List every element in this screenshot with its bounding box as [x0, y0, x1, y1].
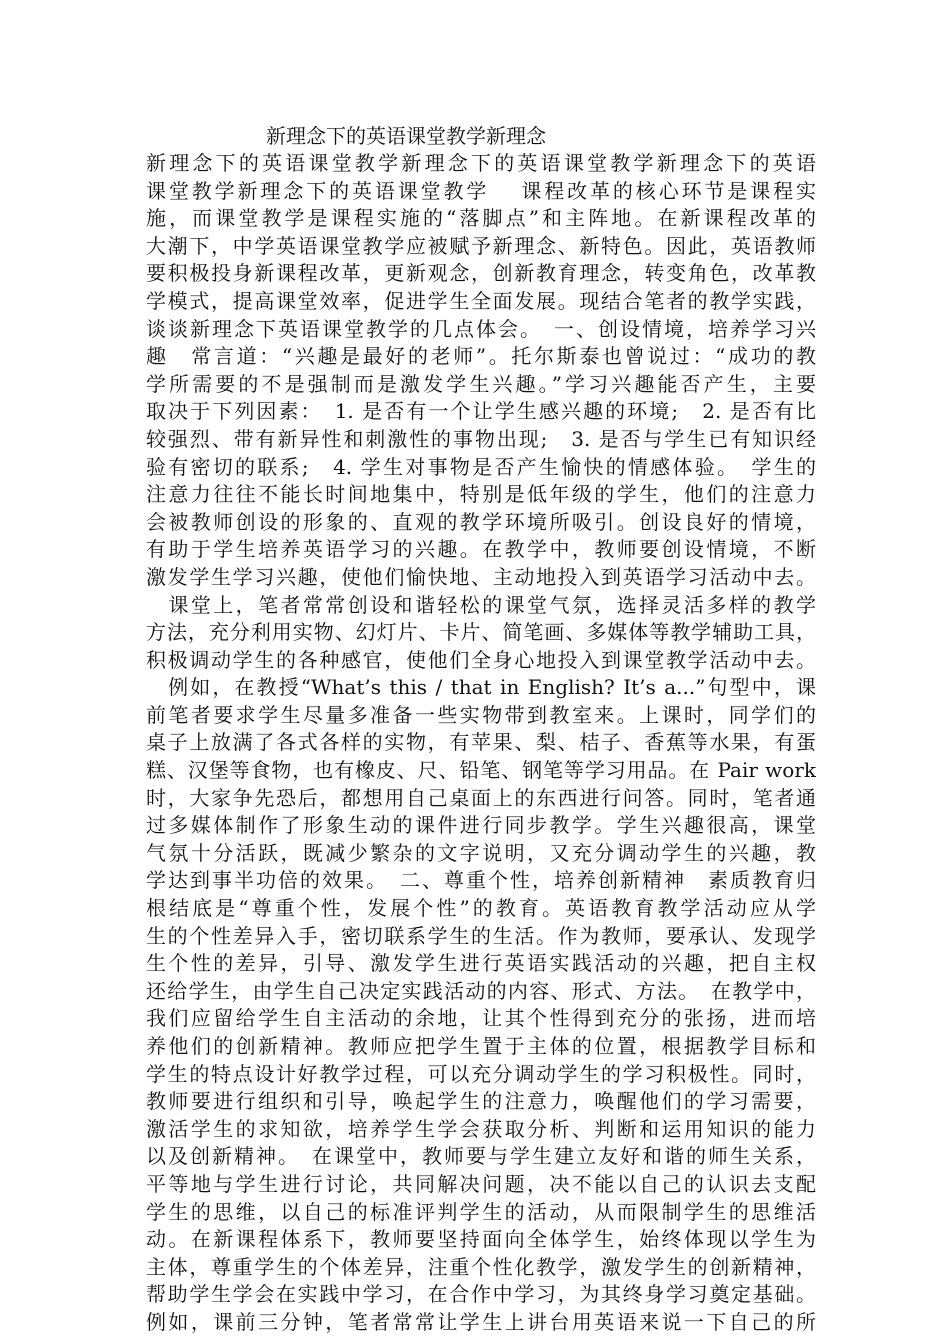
- paragraph-line: 帮助学生学会在实践中学习，在合作中学习，为其终身学习奠定基础。: [146, 1282, 816, 1307]
- paragraph-line: 糕、汉堡等食物，也有橡皮、尺、铅笔、钢笔等学习用品。在 Pair work: [146, 758, 816, 783]
- paragraph-line: 以及创新精神。 在课堂中，教师要与学生建立友好和谐的师生关系，: [146, 1144, 816, 1169]
- paragraph-line: 注意力往往不能长时间地集中，特别是低年级的学生，他们的注意力: [146, 482, 816, 507]
- paragraph-line: 动。在新课程体系下，教师要坚持面向全体学生，始终体现以学生为: [146, 1227, 816, 1252]
- document-body: [146, 150, 816, 1337]
- paragraph-line: 课堂教学新理念下的英语课堂教学 课程改革的核心环节是课程实: [146, 178, 816, 203]
- paragraph-line: 要积极投身新课程改革，更新观念，创新教育理念，转变角色，改革教: [146, 261, 816, 286]
- paragraph-line: 趣 常言道：“兴趣是最好的老师”。托尔斯泰也曾说过：“成功的教: [146, 344, 816, 369]
- paragraph-line: 例如，在教授“What’s this / that in English? It’s a...”句型中，课: [146, 675, 816, 700]
- paragraph-line: 施，而课堂教学是课程实施的“落脚点”和主阵地。在新课程改革的: [146, 206, 816, 231]
- paragraph-line: 激发学生学习兴趣，使他们愉快地、主动地投入到英语学习活动中去。: [146, 564, 816, 589]
- paragraph-line: 学所需要的不是强制而是激发学生兴趣。”学习兴趣能否产生，主要: [146, 371, 816, 396]
- paragraph-line: 大潮下，中学英语课堂教学应被赋予新理念、新特色。因此，英语教师: [146, 233, 816, 258]
- paragraph-line: 积极调动学生的各种感官，使他们全身心地投入到课堂教学活动中去。: [146, 647, 816, 672]
- paragraph-line: 课堂上，笔者常常创设和谐轻松的课堂气氛，选择灵活多样的教学: [146, 592, 816, 617]
- paragraph-line: 较强烈、带有新异性和刺激性的事物出现; 3. 是否与学生已有知识经: [146, 426, 816, 451]
- paragraph-line: 例如，课前三分钟，笔者常常让学生上讲台用英语来说一下自己的所: [146, 1309, 816, 1334]
- paragraph-line: 取决于下列因素： 1. 是否有一个让学生感兴趣的环境; 2. 是否有比: [146, 399, 816, 424]
- paragraph-line: 根结底是“尊重个性，发展个性”的教育。英语教育教学活动应从学: [146, 896, 816, 921]
- paragraph-line: 学模式，提高课堂效率，促进学生全面发展。现结合笔者的教学实践，: [146, 288, 816, 313]
- paragraph-line: 过多媒体制作了形象生动的课件进行同步教学。学生兴趣很高，课堂: [146, 813, 816, 838]
- paragraph-line: 生的个性差异入手，密切联系学生的生活。作为教师，要承认、发现学: [146, 923, 816, 948]
- paragraph-line: 桌子上放满了各式各样的实物，有苹果、梨、桔子、香蕉等水果，有蛋: [146, 730, 816, 755]
- paragraph-line: 养他们的创新精神。教师应把学生置于主体的位置，根据教学目标和: [146, 1034, 816, 1058]
- paragraph-line: 平等地与学生进行讨论，共同解决问题，决不能以自己的认识去支配: [146, 1171, 816, 1196]
- paragraph-line: 方法，充分利用实物、幻灯片、卡片、简笔画、多媒体等教学辅助工具，: [146, 620, 816, 645]
- paragraph-line: 会被教师创设的形象的、直观的教学环境所吸引。创设良好的情境，: [146, 509, 816, 534]
- paragraph-line: 生个性的差异，引导、激发学生进行英语实践活动的兴趣，把自主权: [146, 951, 816, 976]
- paragraph-line: 前笔者要求学生尽量多准备一些实物带到教室来。上课时，同学们的: [146, 702, 816, 727]
- paragraph-line: 学生的思维，以自己的标准评判学生的活动，从而限制学生的思维活: [146, 1199, 816, 1224]
- document-title: 新理念下的英语课堂教学新理念: [266, 124, 546, 148]
- paragraph-line: 谈谈新理念下英语课堂教学的几点体会。 一、创设情境，培养学习兴: [146, 316, 816, 341]
- paragraph-line: 还给学生，由学生自己决定实践活动的内容、形式、方法。 在教学中，: [146, 978, 816, 1003]
- paragraph-line: 时，大家争先恐后，都想用自己桌面上的东西进行问答。同时，笔者通: [146, 785, 816, 810]
- paragraph-line: 验有密切的联系; 4. 学生对事物是否产生愉快的情感体验。 学生的: [146, 454, 816, 479]
- paragraph-line: 激活学生的求知欲，培养学生学会获取分析、判断和运用知识的能力: [146, 1116, 816, 1141]
- paragraph-line: 主体，尊重学生的个体差异，注重个性化教学，激发学生的创新精神，: [146, 1254, 816, 1279]
- paragraph-line: 学生的特点设计好教学过程，可以充分调动学生的学习积极性。同时，: [146, 1061, 816, 1086]
- paragraph-line: 有助于学生培养英语学习的兴趣。在教学中，教师要创设情境，不断: [146, 537, 816, 562]
- paragraph-line: 新理念下的英语课堂教学新理念下的英语课堂教学新理念下的英语: [146, 151, 816, 175]
- paragraph-line: 学达到事半功倍的效果。 二、尊重个性，培养创新精神 素质教育归: [146, 868, 816, 893]
- paragraph-line: 教师要进行组织和引导，唤起学生的注意力，唤醒他们的学习需要，: [146, 1089, 816, 1114]
- paragraph-line: 我们应留给学生自主活动的余地，让其个性得到充分的张扬，进而培: [146, 1006, 816, 1031]
- paragraph-line: 气氛十分活跃，既减少繁杂的文字说明，又充分调动学生的兴趣，教: [146, 840, 816, 865]
